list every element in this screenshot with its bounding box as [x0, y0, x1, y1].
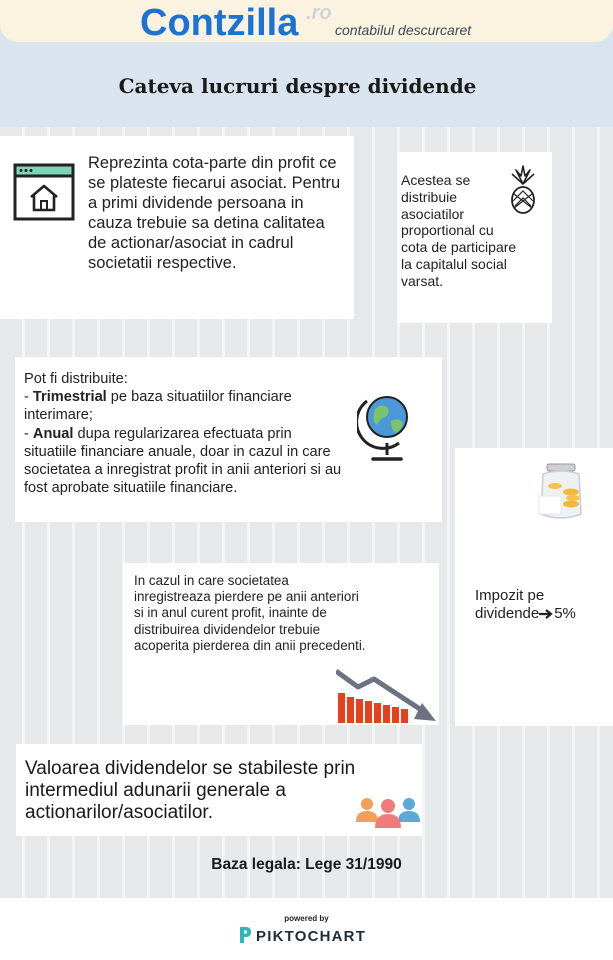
frequency-card — [15, 357, 442, 522]
globe-icon — [357, 387, 415, 465]
losses-text: In cazul in care societatea inregistreaza pierdere pe anii anteriori si in anul curent profit, inainte de distribuirea dividendelor trebuie acoperita pierderea din anii precedenti. — [134, 573, 366, 653]
distribution-card — [397, 152, 552, 323]
frequency-text — [24, 370, 344, 497]
value-card — [16, 744, 422, 836]
tax-label: Impozit pe dividende — [475, 587, 545, 622]
coin-jar-icon — [535, 462, 587, 524]
legal-basis: Baza legala: Lege 31/1990 — [211, 856, 402, 873]
brand-tagline: contabilul descurcaret — [335, 22, 472, 38]
definition-text: Reprezinta cota-parte din profit ce se plateste fiecarui asociat. Pentru a primi dividende persoana in cauza trebuie sa detina calitatea de actionar/asociat in cadrul societatii respective. — [88, 154, 341, 272]
people-group-icon — [353, 794, 423, 828]
definition-card — [0, 136, 354, 319]
footer — [0, 898, 613, 960]
annual-label: Anual — [32, 425, 74, 442]
tax-card — [455, 448, 613, 726]
browser-home-icon — [13, 163, 75, 221]
piktochart-brand[interactable]: PIKTOCHART — [256, 928, 367, 945]
brand-logo-suffix: .ro — [306, 2, 332, 24]
declining-chart-icon — [336, 665, 440, 725]
powered-by-label: powered by — [284, 914, 329, 923]
pineapple-icon — [507, 164, 539, 216]
bullet-annual: - Anual dupa regularizarea efectuata prin situatiile financiare anuale, doar in cazul in care societatea a inregistrat profit in anii anteriori si au fost aprobate situatiile financiare. — [24, 425, 342, 497]
value-text: Valoarea dividendelor se stabileste prin intermediul adunarii generale a actionarilor/asociatilor. — [25, 758, 356, 823]
bullet-quarterly: - Trimestrial pe baza situatiilor financiare interimare; — [24, 389, 292, 424]
frequency-intro: Pot fi distribuite: — [24, 371, 128, 387]
quarterly-label: Trimestrial — [32, 389, 107, 406]
annual-text: dupa regularizarea efectuata prin situatiile financiare anuale, doar in cazul in care societatea a inregistrat profit in anii anteriori si au fost aprobate situatiile financiare. — [24, 425, 342, 497]
tax-text — [475, 587, 611, 623]
piktochart-logo-icon — [237, 925, 253, 945]
brand-logo[interactable]: Contzilla — [140, 2, 299, 44]
arrow-right-icon — [539, 609, 554, 619]
quarterly-text: pe baza situatiilor financiare interimare; — [24, 389, 292, 424]
page-title: Cateva lucruri despre dividende — [118, 74, 477, 98]
distribution-text: Acestea se distribuie asociatilor proportional cu cota de participare la capitalul social varsat. — [401, 172, 517, 289]
losses-card — [123, 563, 439, 725]
tax-value: 5% — [554, 605, 576, 622]
